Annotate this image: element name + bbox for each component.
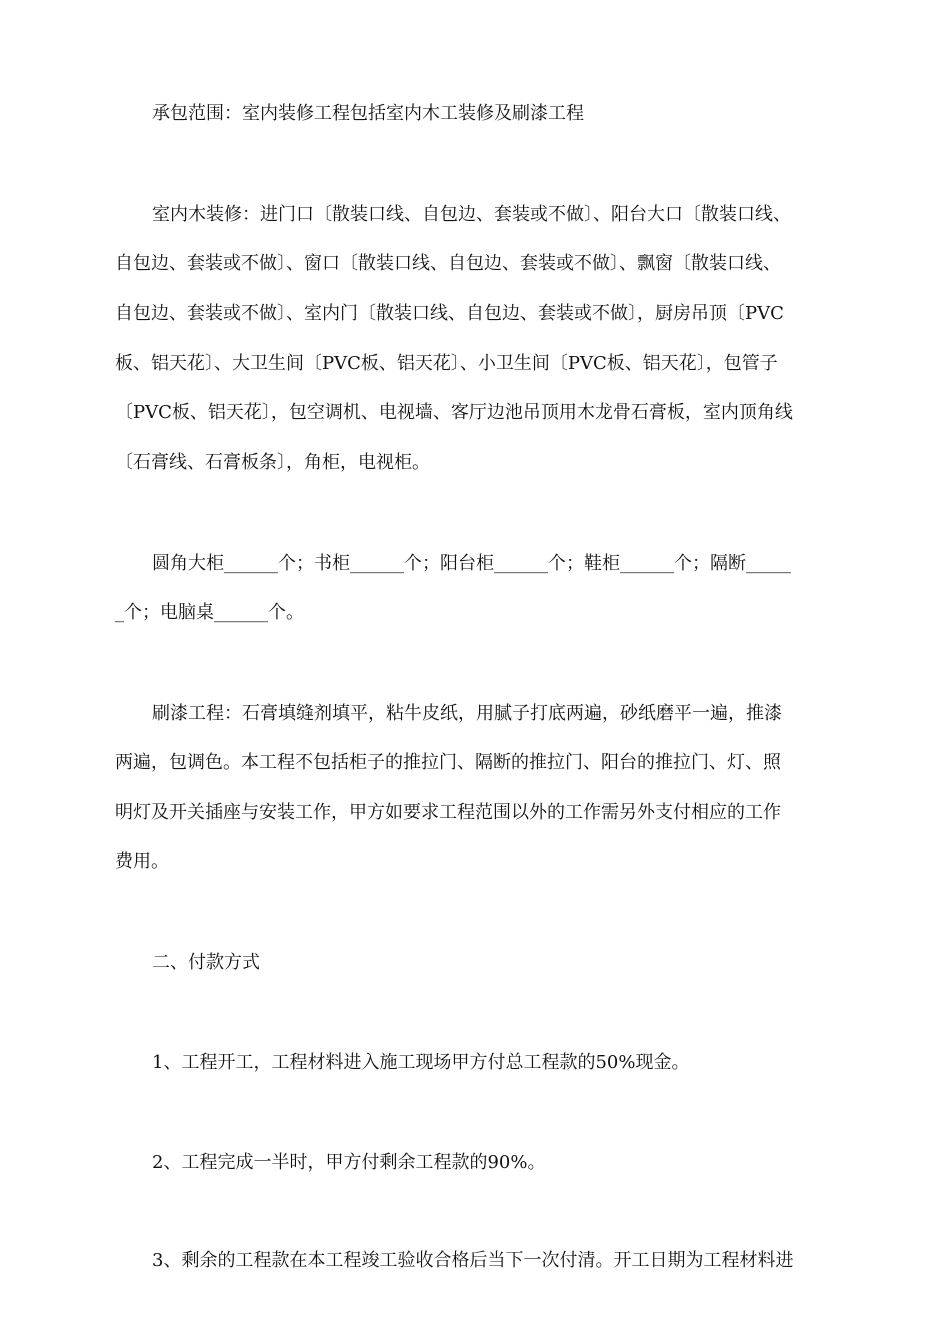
payment-item-1: 1、工程开工，工程材料进入施工现场甲方付总工程款的50%现金。 <box>152 1052 690 1073</box>
interior-wood-paragraph-line: 室内木装修：进门口〔散装口线、自包边、套装或不做〕、阳台大口〔散装口线、 <box>152 204 791 225</box>
payment-item-3: 3、剩余的工程款在本工程竣工验收合格后当下一次付清。开工日期为工程材料进 <box>152 1250 794 1271</box>
interior-wood-paragraph-line: 〔石膏线、石膏板条〕，角柜，电视柜。 <box>115 452 430 473</box>
painting-paragraph-line: 两遍，包调色。本工程不包括柜子的推拉门、隔断的推拉门、阳台的推拉门、灯、照 <box>115 752 781 773</box>
painting-paragraph-line: 刷漆工程：石膏填缝剂填平，粘牛皮纸，用腻子打底两遍，砂纸磨平一遍，推漆 <box>152 703 782 724</box>
interior-wood-paragraph-line: 板、铝天花〕、大卫生间〔PVC板、铝天花〕、小卫生间〔PVC板、铝天花〕，包管子 <box>115 353 778 374</box>
payment-item-2: 2、工程完成一半时，甲方付剩余工程款的90%。 <box>152 1152 546 1173</box>
payment-heading: 二、付款方式 <box>152 952 260 973</box>
furniture-count-paragraph-line: _个；电脑桌______个。 <box>115 602 304 623</box>
painting-paragraph-line: 明灯及开关插座与安装工作，甲方如要求工程范围以外的工作需另外支付相应的工作 <box>115 802 781 823</box>
interior-wood-paragraph-line: 自包边、套装或不做〕、窗口〔散装口线、自包边、套装或不做〕、飘窗〔散装口线、 <box>115 253 781 274</box>
interior-wood-paragraph-line: 自包边、套装或不做〕、室内门〔散装口线、自包边、套装或不做〕，厨房吊顶〔PVC <box>115 303 784 324</box>
scope-paragraph: 承包范围：室内装修工程包括室内木工装修及刷漆工程 <box>152 103 584 124</box>
interior-wood-paragraph-line: 〔PVC板、铝天花〕，包空调机、电视墙、客厅边池吊顶用木龙骨石膏板，室内顶角线 <box>115 402 793 423</box>
furniture-count-paragraph-line: 圆角大柜______个；书柜______个；阳台柜______个；鞋柜______个；隔断_____ <box>152 553 791 574</box>
painting-paragraph-line: 费用。 <box>115 851 169 872</box>
